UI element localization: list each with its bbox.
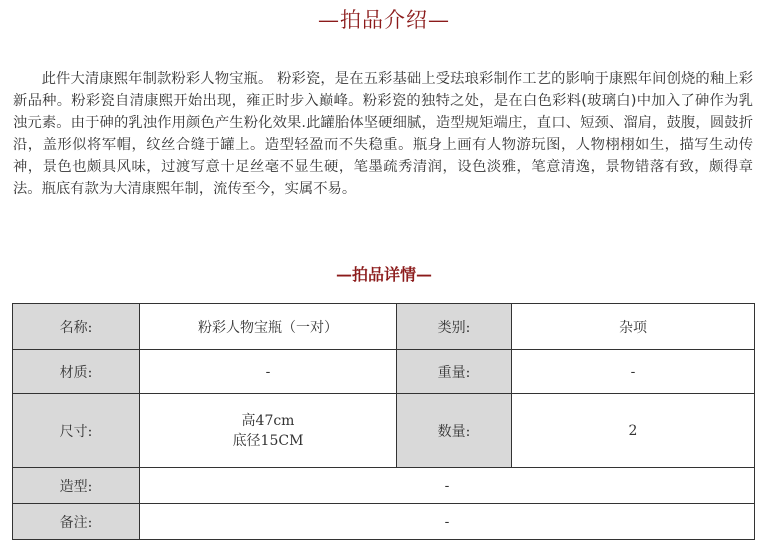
table-row [13,394,755,468]
material-label: 材质: [13,350,140,394]
table-row [13,504,755,540]
intro-paragraph: 此件大清康熙年制款粉彩人物宝瓶。 粉彩瓷，是在五彩基础上受珐琅彩制作工艺的影响于康熙年间创烧的釉上彩新品种。粉彩瓷自清康熙开始出现，雍正时步入巅峰。粉彩瓷的独特之处，是在白色彩料(玻璃白)中加入了砷作为乳浊元素。由于砷的乳浊作用颜色产生粉化效果.此罐胎体坚硬细腻，造型规矩端庄，直口、短颈、溜肩，鼓腹，圆鼓折沿，盖形似将军帽，纹丝合缝于罐上。造型轻盈而不失稳重。瓶身上画有人物游玩图，人物栩栩如生，描写生动传神，景色也颇具风味，过渡写意十足丝毫不显生硬，笔墨疏秀清润，设色淡雅，笔意清逸，景物错落有致，颇得章法。瓶底有款为大清康熙年制，流传至今，实属不易。 [13,71,753,197]
size-label: 尺寸: [13,394,140,468]
name-value: 粉彩人物宝瓶（一对） [140,304,397,350]
shape-label: 造型: [13,468,140,504]
material-value: - [140,350,397,394]
weight-label: 重量: [397,350,512,394]
quantity-label: 数量: [397,394,512,468]
shape-value: - [140,468,755,504]
details-title: —拍品详情— [335,265,432,284]
size-base-diameter: 底径15CM [232,432,304,449]
weight-value: - [512,350,755,394]
category-value: 杂项 [512,304,755,350]
table-row [13,468,755,504]
remarks-label: 备注: [13,504,140,540]
table-row [13,350,755,394]
intro-title: —拍品介绍— [318,8,450,32]
table-row [13,304,755,350]
category-label: 类别: [397,304,512,350]
size-height: 高47cm [241,412,295,429]
remarks-value: - [140,504,755,540]
size-value [140,394,397,468]
name-label: 名称: [13,304,140,350]
details-table [12,303,755,540]
quantity-value: 2 [512,394,755,468]
